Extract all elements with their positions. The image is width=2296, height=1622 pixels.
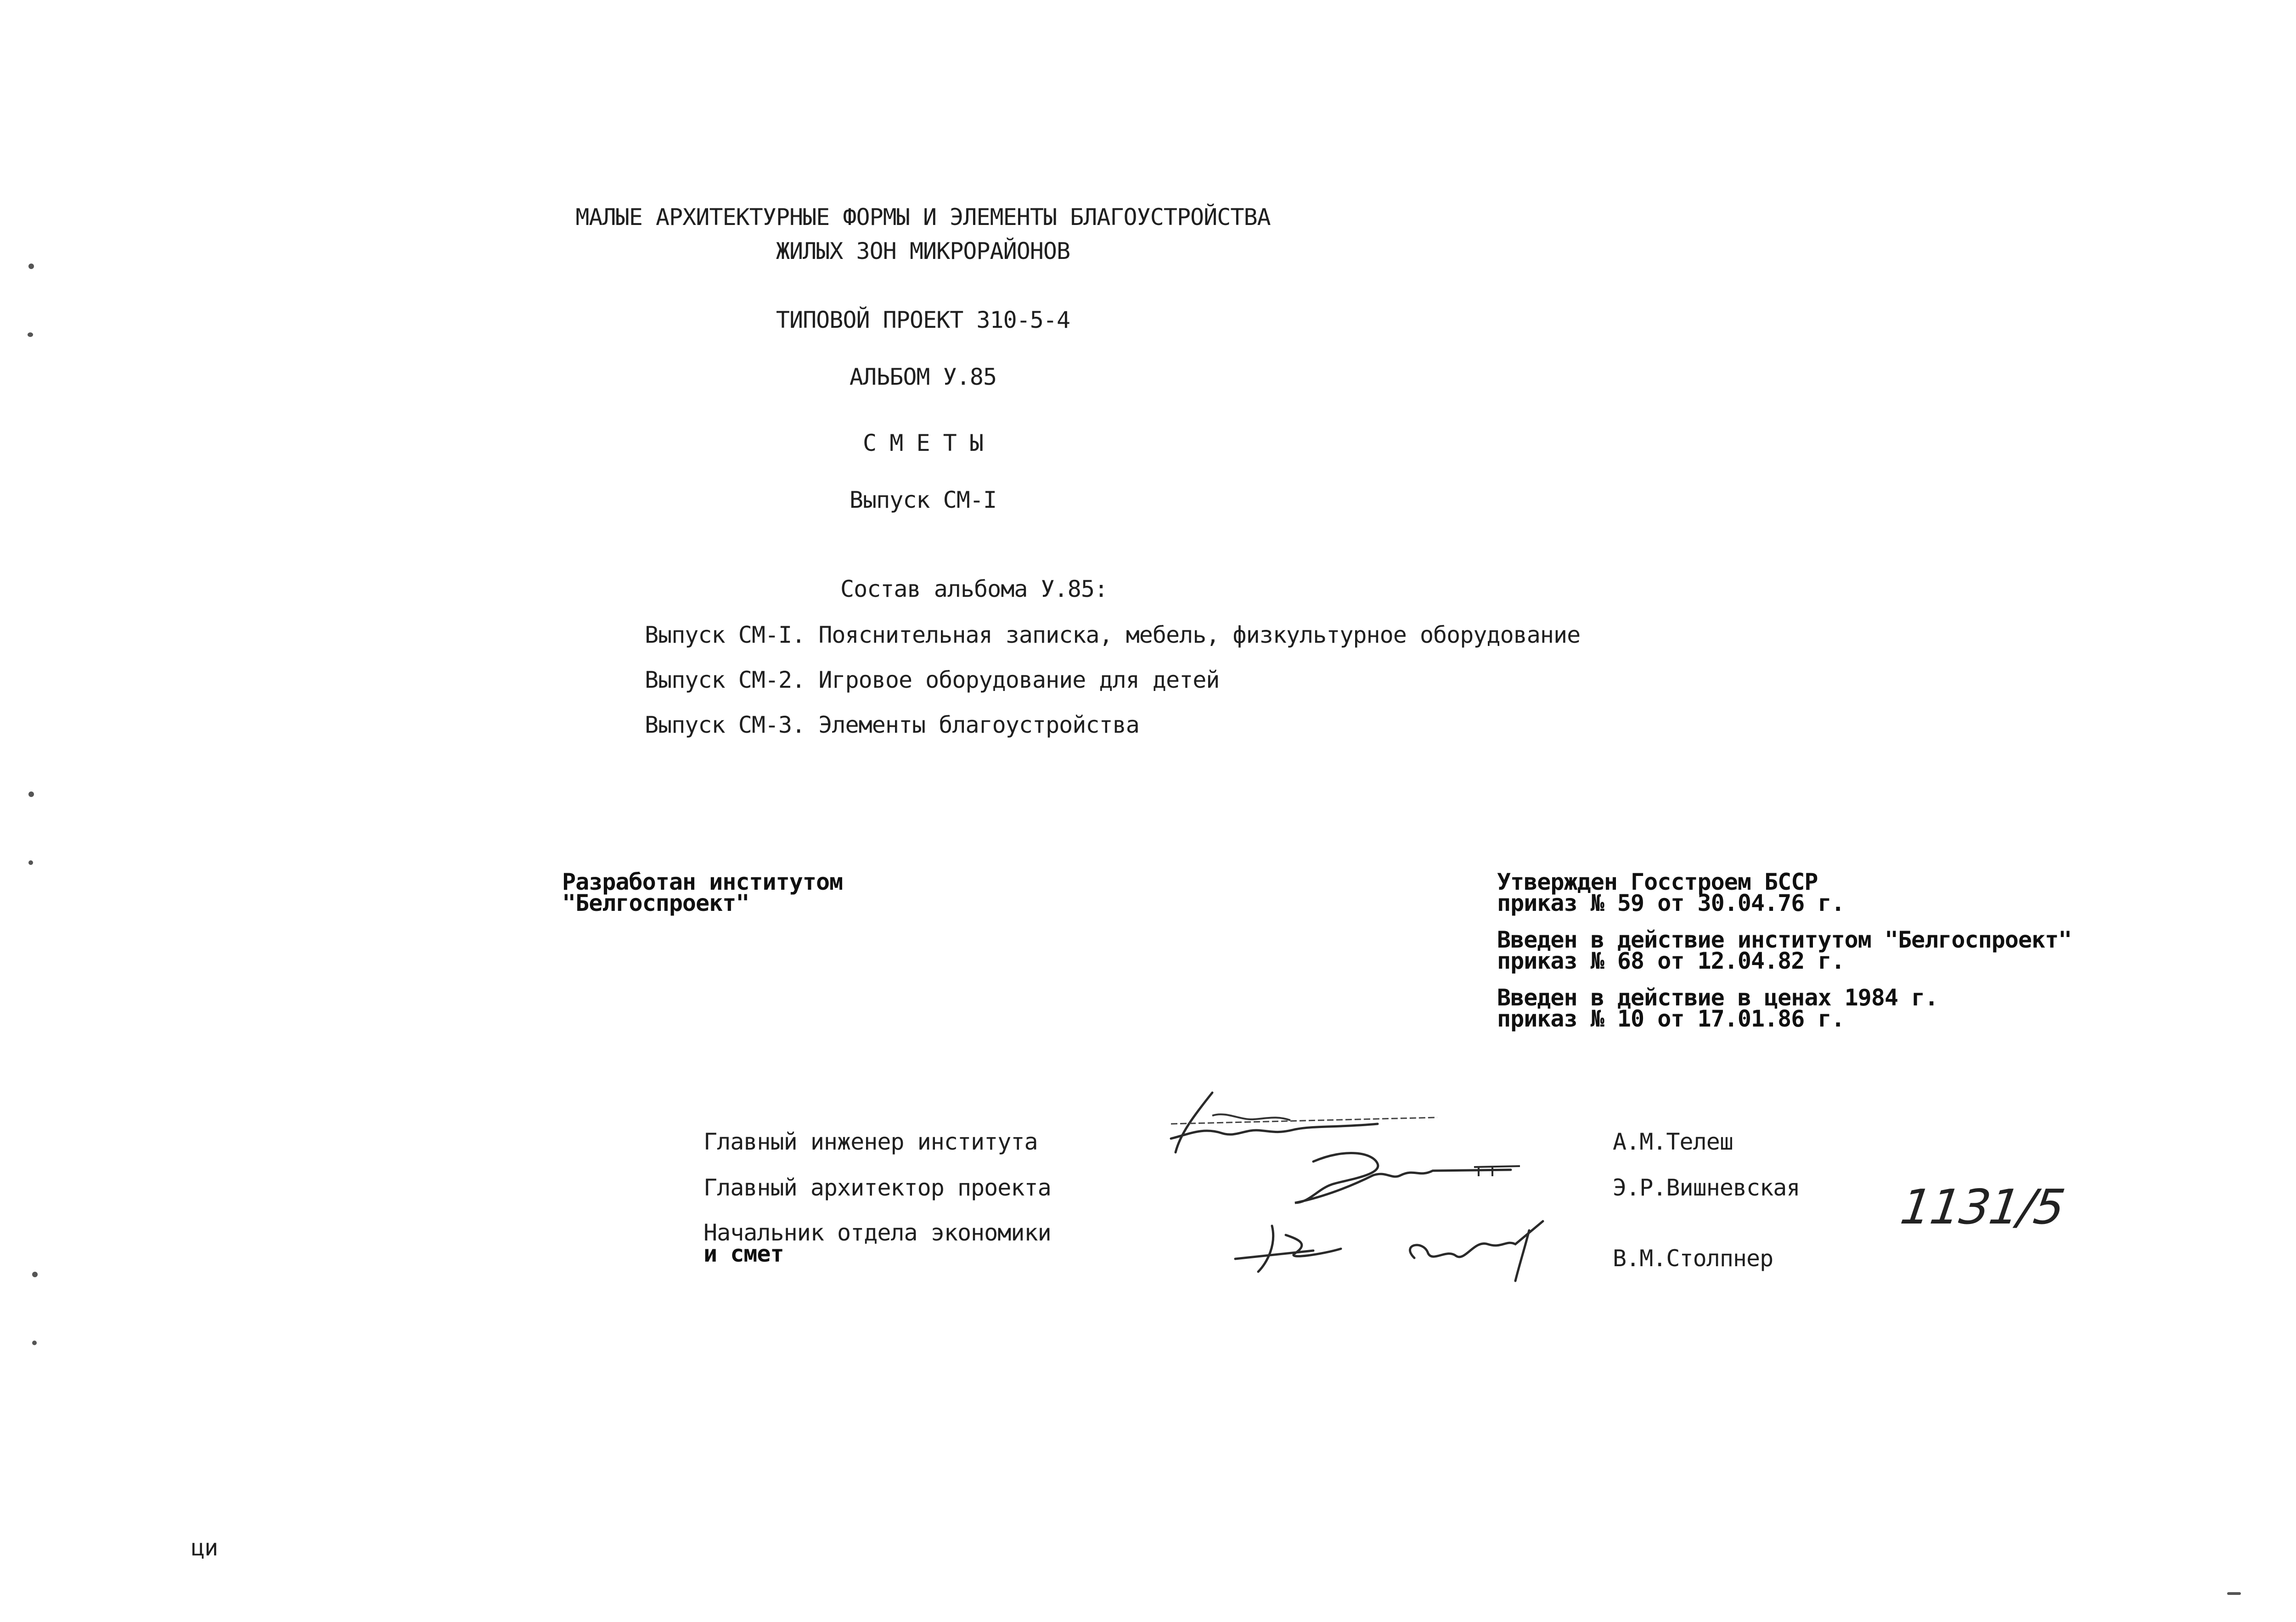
contents-heading: Состав альбома У.85: [840, 576, 1108, 602]
signatory-name: А.М.Телеш [1613, 1128, 1733, 1155]
signatory-role: Начальник отдела экономики [703, 1219, 1051, 1246]
scan-speck [32, 1341, 37, 1345]
developer-line-2: "Белгоспроект" [562, 890, 749, 916]
approval-2 [1497, 926, 2072, 974]
approval-line: приказ № 68 от 12.04.82 г. [1497, 948, 1845, 974]
scan-speck [28, 332, 33, 337]
approval-line: приказ № 59 от 30.04.76 г. [1497, 890, 1845, 916]
scan-speck [2227, 1592, 2241, 1595]
issue-label: Выпуск СМ-I [849, 487, 997, 513]
signatory-role-block [703, 1219, 1051, 1267]
approval-line: приказ № 10 от 17.01.86 г. [1497, 1005, 1845, 1032]
handwritten-number: 1131/5 [1897, 1179, 2068, 1235]
approval-line: Введен в действие в ценах 1984 г. [1497, 984, 1938, 1011]
scan-speck [32, 1272, 38, 1277]
album-label: АЛЬБОМ У.85 [849, 364, 997, 390]
title-line-2: ЖИЛЫХ ЗОН МИКРОРАЙОНОВ [776, 238, 1070, 264]
signatory-name: В.М.Столпнер [1613, 1245, 1773, 1272]
contents-item: Выпуск СМ-3. Элементы благоустройства [645, 712, 1139, 738]
scan-speck [28, 860, 33, 865]
contents-item: Выпуск СМ-2. Игровое оборудование для детей [645, 667, 1220, 693]
signatory-role: Главный инженер института [703, 1128, 1038, 1155]
signatory-role: Главный архитектор проекта [703, 1174, 1051, 1201]
title-line-1: МАЛЫЕ АРХИТЕКТУРНЫЕ ФОРМЫ И ЭЛЕМЕНТЫ БЛАГОУСТРОЙСТВА [575, 204, 1271, 230]
scan-speck [28, 264, 34, 269]
approval-3 [1497, 984, 1938, 1032]
signature-2-image [1281, 1143, 1538, 1217]
approval-1 [1497, 871, 1845, 914]
developer-line-1: Разработан институтом [562, 869, 843, 895]
developer-block [562, 871, 843, 914]
approval-line: Утвержден Госстроем БССР [1497, 869, 1818, 895]
signatory-name: Э.Р.Вишневская [1613, 1174, 1800, 1201]
project-number: ТИПОВОЙ ПРОЕКТ 310-5-4 [776, 307, 1070, 333]
signatory-role: и смет [703, 1240, 784, 1267]
contents-item: Выпуск СМ-I. Пояснительная записка, мебель, физкультурное оборудование [645, 622, 1581, 648]
scan-speck [28, 791, 34, 797]
signature-3-image [1231, 1212, 1561, 1295]
section-title: С М Е Т Ы [863, 430, 983, 456]
approval-line: Введен в действие институтом "Белгоспроект" [1497, 926, 2072, 953]
footer-mark: ци [191, 1534, 218, 1561]
